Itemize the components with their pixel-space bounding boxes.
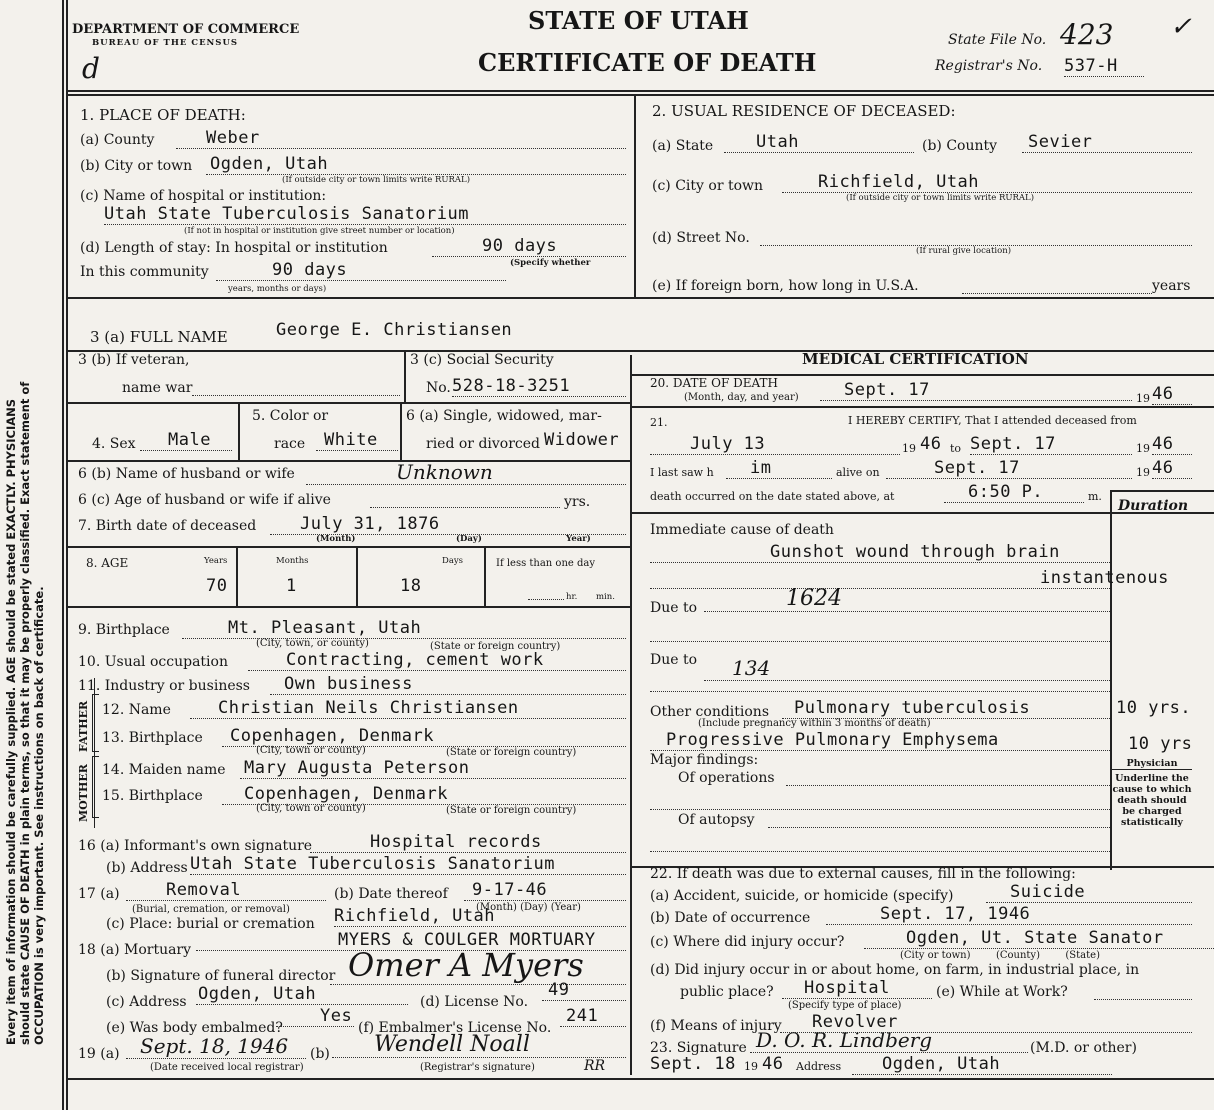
race-value: White (316, 430, 398, 451)
while-at-work-value (1094, 998, 1192, 1000)
industry-value: Own business (270, 674, 626, 695)
mortuary-address-label: (c) Address (106, 994, 187, 1010)
filed-date-value: Sept. 18, 1946 (126, 1034, 306, 1059)
res-city-note: (If outside city or town limits write RURAL) (846, 193, 1035, 203)
to-label: to (950, 442, 962, 455)
burial-place-value: Richfield, Utah (334, 906, 626, 927)
burial-date-note: (Month) (Day) (Year) (476, 902, 581, 913)
other-conditions-duration-2: 10 yrs (1128, 734, 1193, 754)
full-name-label: 3 (a) FULL NAME (90, 328, 228, 346)
license-label: (d) License No. (420, 994, 529, 1010)
birth-date-label: 7. Birth date of deceased (78, 518, 257, 534)
to-year-value: 46 (1152, 434, 1192, 455)
where-value: Ogden, Ut. State Sanator (864, 928, 1214, 949)
certifier-signature-label: 23. Signature (650, 1040, 747, 1056)
informant-address-label: (b) Address (106, 860, 188, 876)
residence-state-value: Utah (724, 132, 914, 153)
immediate-cause-duration: instantenous (650, 568, 1110, 589)
father-name-label: 12. Name (102, 702, 171, 718)
other-note: (Include pregnancy within 3 months of death) (698, 718, 931, 729)
means-value: Revolver (780, 1012, 1192, 1033)
type-note: (Specify type of place) (788, 1000, 902, 1011)
months-label: Months (276, 556, 309, 566)
alive-on-label: alive on (836, 466, 880, 479)
immediate-cause-value: Gunshot wound through brain (650, 542, 1110, 563)
city-note: (If outside city or town limits write RURAL) (282, 175, 471, 185)
father-tag: FATHER (77, 700, 90, 752)
county-label: (a) County (80, 132, 155, 148)
alive-year-prefix: 19 (1136, 466, 1150, 479)
informant-signature-value: Hospital records (310, 832, 626, 853)
birthplace-note-2: (State or foreign country) (430, 641, 561, 652)
res-street-label: (d) Street No. (652, 230, 750, 246)
funeral-director-signature: Omer A Myers (330, 946, 626, 985)
certificate-title: CERTIFICATE OF DEATH (478, 48, 817, 77)
license-value: 49 (542, 980, 626, 1001)
registrar-note: (Registrar's signature) (420, 1062, 535, 1073)
dod-year-value: 46 (1152, 384, 1192, 405)
birth-date-value: July 31, 1876 (270, 514, 626, 535)
last-saw-value: im (726, 458, 832, 479)
certifier-address-label: Address (796, 1060, 842, 1073)
alive-on-value: Sept. 17 (886, 458, 1132, 479)
burial-note: (Burial, cremation, or removal) (132, 904, 290, 915)
informant-address-value: Utah State Tuberculosis Sanatorium (190, 854, 626, 875)
years-label: Years (204, 556, 228, 566)
other-conditions-value: Pulmonary tuberculosis (782, 698, 1110, 719)
res-foreign-label: (e) If foreign born, how long in U.S.A. (652, 278, 919, 294)
to-year-prefix: 19 (1136, 442, 1150, 455)
mother-maiden-name-value: Mary Augusta Peterson (240, 758, 626, 779)
m-label: m. (1088, 490, 1102, 503)
registrar-number-label: Registrar's No. (935, 58, 1043, 74)
signature-date: Sept. 18 (650, 1054, 736, 1074)
state-file-label: State File No. (948, 32, 1047, 48)
occupation-label: 10. Usual occupation (78, 654, 228, 670)
mother-bp-note-1: (City, town or county) (256, 803, 366, 814)
due-to-value-2: 134 (704, 656, 1110, 681)
mother-birthplace-label: 15. Birthplace (102, 788, 203, 804)
certifier-signature: D. O. R. Lindberg (750, 1028, 1028, 1053)
residence-title: 2. USUAL RESIDENCE OF DECEASED: (652, 102, 956, 120)
death-at-label: death occurred on the date stated above, at (650, 490, 895, 503)
department-label: DEPARTMENT OF COMMERCE (72, 22, 300, 37)
bureau-label: BUREAU OF THE CENSUS (92, 38, 239, 48)
means-label: (f) Means of injury (650, 1018, 782, 1034)
hospital-value: Utah State Tuberculosis Sanatorium (104, 204, 626, 225)
day-note: (Day) (456, 534, 482, 544)
age-label: 8. AGE (86, 556, 129, 570)
time-of-death-value: 6:50 P. (944, 482, 1084, 503)
res-years-label: years (1152, 278, 1191, 294)
mother-tag: MOTHER (77, 764, 90, 822)
residence-city-value: Richfield, Utah (782, 172, 1192, 193)
alive-year-value: 46 (1152, 458, 1192, 479)
physician-note-block (1112, 758, 1192, 828)
age-days-value: 18 (400, 576, 422, 596)
war-label: name war (122, 380, 193, 396)
death-county-value: Weber (176, 128, 626, 149)
birthplace-value: Mt. Pleasant, Utah (182, 618, 626, 639)
stay-label: (d) Length of stay: In hospital or institution (80, 240, 388, 256)
physician-title: Physician (1112, 758, 1192, 770)
res-county-label: (b) County (922, 138, 998, 154)
verified-check: ✓ (1170, 12, 1192, 42)
filed-date-label: 19 (a) (78, 1046, 120, 1062)
spouse-value: Unknown (306, 460, 626, 485)
other-conditions-label: Other conditions (650, 704, 770, 720)
social-security-number: 528-18-3251 (452, 376, 626, 397)
occurrence-date-value: Sept. 17, 1946 (826, 904, 1192, 925)
ss-no-label: No. (426, 380, 451, 396)
instructions-line-2: should state CAUSE OF DEATH in plain terms, so that it may be properly classified. Exact statement of (18, 381, 32, 1045)
signature-suffix: (M.D. or other) (1030, 1040, 1137, 1056)
marital-label: 6 (a) Single, widowed, mar- (406, 408, 602, 424)
birthplace-label: 9. Birthplace (78, 622, 170, 638)
sex-value: Male (140, 430, 232, 451)
res-street-note: (If rural give location) (916, 246, 1012, 256)
specify-note: (Specify whether (510, 258, 591, 268)
father-name-value: Christian Neils Christiansen (190, 698, 626, 719)
father-bp-note-2: (State or foreign country) (446, 747, 577, 758)
marital-label-2: ried or divorced (426, 436, 540, 452)
occupation-value: Contracting, cement work (248, 650, 626, 671)
residence-county-value: Sevier (1022, 132, 1192, 153)
father-bp-note-1: (City, town or county) (256, 745, 366, 756)
embalmer-label: (f) Embalmer's License No. (358, 1020, 552, 1036)
certify-text: I HEREBY CERTIFY, That I attended deceased from (848, 414, 1137, 427)
registrar-tag: RR (584, 1058, 606, 1074)
birthplace-note-1: (City, town, or county) (256, 638, 369, 649)
days-label: Days (442, 556, 464, 566)
burial-place-label: (c) Place: burial or cremation (106, 916, 315, 932)
from-year-value: 46 (920, 434, 942, 454)
hospital-label: (c) Name of hospital or institution: (80, 188, 327, 204)
instructions-line-3: OCCUPATION is very important. See instructions on back of certificate. (32, 586, 46, 1045)
occurrence-date-label: (b) Date of occurrence (650, 910, 811, 926)
external-intro: 22. If death was due to external causes, fill in the following: (650, 866, 1076, 882)
min-label: min. (596, 592, 615, 602)
while-at-work-label: (e) While at Work? (936, 984, 1068, 1000)
stay-hospital-value: 90 days (432, 236, 626, 257)
public-place-label: public place? (680, 984, 774, 1000)
ss-label: 3 (c) Social Security (410, 352, 554, 368)
attended-from-value: July 13 (650, 434, 900, 455)
res-state-label: (a) State (652, 138, 714, 154)
operations-label: Of operations (678, 770, 775, 786)
signature-year: 46 (762, 1054, 784, 1074)
stay-community-value: 90 days (216, 260, 506, 281)
dod-note: (Month, day, and year) (684, 392, 799, 403)
deceased-full-name: George E. Christiansen (276, 320, 513, 340)
accident-label: (a) Accident, suicide, or homicide (specify) (650, 888, 954, 904)
autopsy-value (768, 826, 1110, 828)
public-place-value: Hospital (782, 978, 932, 999)
registrar-sig-label: (b) (310, 1046, 330, 1062)
registrar-number: 537-H (1064, 56, 1144, 77)
father-birthplace-label: 13. Birthplace (102, 730, 203, 746)
medical-cert-title: MEDICAL CERTIFICATION (802, 350, 1029, 368)
res-city-label: (c) City or town (652, 178, 764, 194)
embalmer-license-value: 241 (560, 1006, 626, 1027)
duration-header: Duration (1118, 498, 1189, 514)
dod-year-prefix: 19 (1136, 392, 1150, 405)
due-to-value-1: 1624 (704, 586, 1110, 612)
physician-note: Underline the cause to which death should be charged statistically (1112, 773, 1192, 828)
month-note: (Month) (316, 534, 356, 544)
spouse-label: 6 (b) Name of husband or wife (78, 466, 295, 482)
death-city-value: Ogden, Utah (206, 154, 626, 175)
age-months-value: 1 (286, 576, 297, 596)
accident-value: Suicide (986, 882, 1192, 903)
other-conditions-duration: 10 yrs. (1116, 698, 1192, 718)
due-to-label-2: Due to (650, 652, 698, 668)
foreign-years-value (962, 292, 1152, 294)
attended-to-value: Sept. 17 (970, 434, 1132, 455)
race-label: race (274, 436, 306, 452)
burial-label: 17 (a) (78, 886, 120, 902)
mother-birthplace-value: Copenhagen, Denmark (222, 784, 626, 805)
immediate-cause-label: Immediate cause of death (650, 522, 834, 538)
state-title: STATE OF UTAH (528, 6, 749, 35)
from-year-prefix: 19 (902, 442, 916, 455)
sex-label: 4. Sex (92, 436, 136, 452)
mother-bp-note-2: (State or foreign country) (446, 805, 577, 816)
instructions-line-1: Every item of information should be carefully supplied. AGE should be stated EXACTLY. PHYSICIANS (4, 398, 18, 1045)
check-mark: d (82, 52, 100, 85)
burial-date-value: 9-17-46 (464, 880, 626, 901)
city-label: (b) City or town (80, 158, 193, 174)
veteran-label: 3 (b) If veteran, (78, 352, 190, 368)
embalmed-label: (e) Was body embalmed? (106, 1020, 283, 1036)
less-than-day-label: If less than one day (496, 558, 595, 569)
burial-value: Removal (126, 880, 326, 901)
burial-date-label: (b) Date thereof (334, 886, 448, 902)
certifier-address-value: Ogden, Utah (852, 1054, 1112, 1075)
mortuary-address-value: Ogden, Utah (196, 984, 408, 1005)
industry-label: 11. Industry or business (78, 678, 250, 694)
mother-name-label: 14. Maiden name (102, 762, 226, 778)
major-findings-label: Major findings: (650, 752, 759, 768)
year-note: Year) (566, 534, 591, 544)
last-saw-label: I last saw h (650, 466, 714, 479)
filed-note: (Date received local registrar) (150, 1062, 304, 1073)
units-note: years, months or days) (228, 284, 327, 294)
informant-label: 16 (a) Informant's own signature (78, 838, 313, 854)
other-conditions-value-2: Progressive Pulmonary Emphysema (650, 730, 1110, 751)
age-years-value: 70 (206, 576, 228, 596)
due-to-label-1: Due to (650, 600, 698, 616)
mortuary-label: 18 (a) Mortuary (78, 942, 192, 958)
place-of-death-title: 1. PLACE OF DEATH: (80, 106, 246, 124)
director-label: (b) Signature of funeral director (106, 968, 336, 984)
yrs-label: yrs. (564, 494, 591, 510)
embalmed-value: Yes (276, 1006, 354, 1027)
state-file-number: 423 (1060, 18, 1114, 51)
war-value (192, 394, 400, 396)
marital-status-value: Widower (544, 430, 620, 450)
home-label: (d) Did injury occur in or about home, on farm, in industrial place, in (650, 962, 1140, 978)
autopsy-label: Of autopsy (678, 812, 755, 828)
spouse-age-label: 6 (c) Age of husband or wife if alive (78, 492, 331, 508)
mortuary-value: MYERS & COULGER MORTUARY (196, 930, 626, 951)
dod-label: 20. DATE OF DEATH (650, 376, 778, 390)
operations-value (786, 784, 1110, 786)
father-birthplace-value: Copenhagen, Denmark (222, 726, 626, 747)
hospital-note: (If not in hospital or institution give street number or location) (184, 226, 455, 236)
cert-num: 21. (650, 416, 668, 429)
where-note: (City or town) (County) (State) (900, 950, 1100, 961)
sig-year-prefix: 19 (744, 1060, 758, 1073)
spouse-age-value (370, 506, 560, 508)
registrar-signature: Wendell Noall (332, 1032, 626, 1058)
date-of-death-value: Sept. 17 (820, 380, 1132, 401)
color-label: 5. Color or (252, 408, 329, 424)
community-label: In this community (80, 264, 209, 280)
hr-label: hr. (566, 592, 578, 602)
where-label: (c) Where did injury occur? (650, 934, 845, 950)
